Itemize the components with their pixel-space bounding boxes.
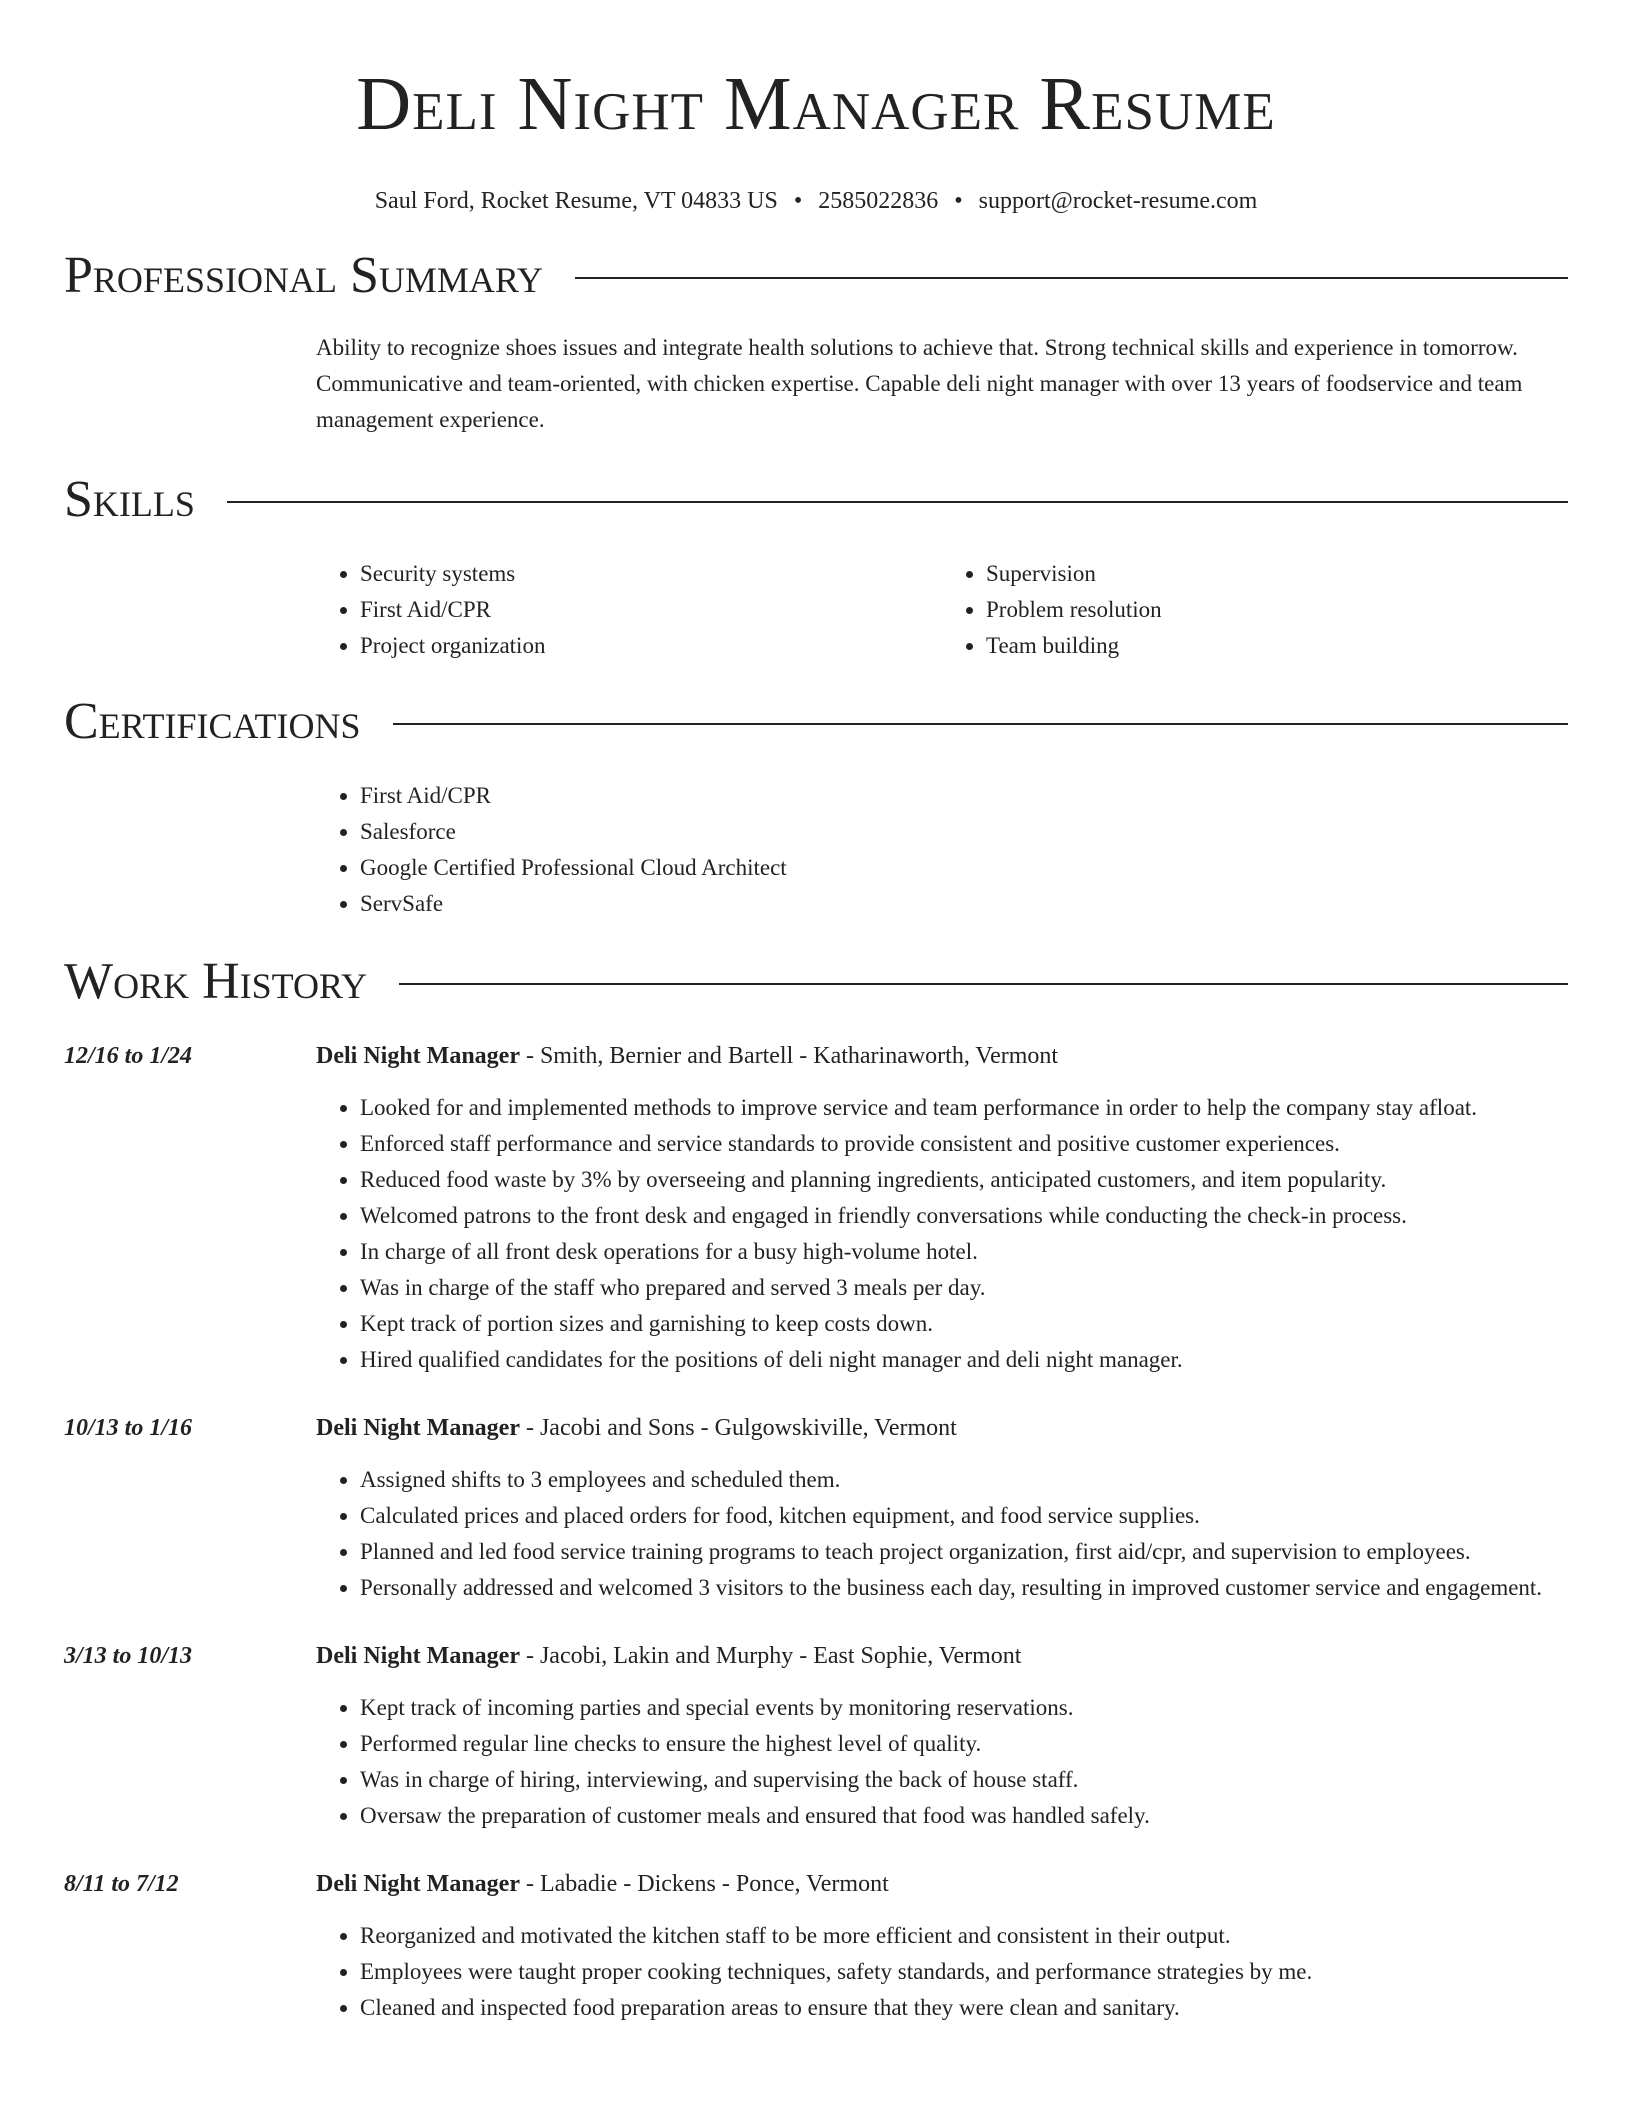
job-bullet: • Welcomed patrons to the front desk and engaged in friendly conversations while conducting the check-in process.	[360, 1198, 1568, 1234]
certifications-heading: Certifications	[64, 693, 361, 750]
job-role: Deli Night Manager	[316, 1643, 520, 1669]
job-dates: 12/16 to 1/24	[64, 1043, 193, 1069]
certification-item: • Google Certified Professional Cloud Architect	[360, 850, 1568, 886]
section-divider	[227, 501, 1568, 503]
job-bullet: • Calculated prices and placed orders for food, kitchen equipment, and food service supplies.	[360, 1498, 1568, 1534]
skill-item: • Supervision	[986, 556, 1568, 592]
job-company: - Jacobi and Sons - Gulgowskiville, Vermont	[519, 1415, 957, 1441]
job-role: Deli Night Manager	[316, 1871, 520, 1897]
job-bullet: • Performed regular line checks to ensure the highest level of quality.	[360, 1726, 1568, 1762]
job-entry	[64, 1866, 1568, 2026]
job-dates: 3/13 to 10/13	[64, 1643, 193, 1669]
job-bullet: • Was in charge of hiring, interviewing, and supervising the back of house staff.	[360, 1762, 1568, 1798]
job-entry	[64, 1410, 1568, 1606]
job-bullet: • Reduced food waste by 3% by overseeing and planning ingredients, anticipated customers, and item popularity.	[360, 1162, 1568, 1198]
section-divider	[393, 723, 1568, 725]
job-bullet: • Hired qualified candidates for the positions of deli night manager and deli night manager.	[360, 1342, 1568, 1378]
contact-phone: 2585022836	[818, 188, 939, 214]
certifications-section-header	[64, 692, 1568, 752]
summary-text: Ability to recognize shoes issues and integrate health solutions to achieve that. Strong technical skills and experience in tomorrow. Communicative and team-oriented, with chicken expertise. Capable deli night manager with over 13 years of foodservice and team management experience.	[316, 335, 1523, 432]
job-bullet: • Planned and led food service training programs to teach project organization, first aid/cpr, and supervision to employees.	[360, 1534, 1568, 1570]
job-bullet: • Enforced staff performance and service standards to provide consistent and positive customer experiences.	[360, 1126, 1568, 1162]
work-history-section-header	[64, 952, 1568, 1012]
job-bullet: • Employees were taught proper cooking techniques, safety standards, and performance strategies by me.	[360, 1954, 1568, 1990]
job-bullets	[316, 1918, 1568, 2026]
job-title-line	[316, 1038, 1568, 1074]
job-role: Deli Night Manager	[316, 1043, 520, 1069]
job-bullets	[316, 1690, 1568, 1834]
certification-item: • Salesforce	[360, 814, 1568, 850]
job-entry	[64, 1038, 1568, 1378]
job-role: Deli Night Manager	[316, 1415, 520, 1441]
skills-grid	[316, 556, 1568, 664]
job-entry	[64, 1638, 1568, 1834]
skills-heading: Skills	[64, 471, 195, 528]
summary-section-header	[64, 246, 1568, 306]
job-company: - Jacobi, Lakin and Murphy - East Sophie, Vermont	[519, 1643, 1022, 1669]
contact-email[interactable]: support@rocket-resume.com	[978, 188, 1258, 214]
skills-section-header	[64, 470, 1568, 530]
contact-address: Saul Ford, Rocket Resume, VT 04833 US	[374, 188, 778, 214]
contact-line	[64, 186, 1568, 216]
section-divider	[399, 983, 1568, 985]
job-title-line	[316, 1410, 1568, 1446]
job-title-line	[316, 1866, 1568, 1902]
job-bullet: • Was in charge of the staff who prepared and served 3 meals per day.	[360, 1270, 1568, 1306]
section-divider	[575, 277, 1568, 279]
job-bullets	[316, 1462, 1568, 1606]
job-bullet: • In charge of all front desk operations for a busy high-volume hotel.	[360, 1234, 1568, 1270]
job-bullet: • Assigned shifts to 3 employees and scheduled them.	[360, 1462, 1568, 1498]
job-bullet: • Kept track of portion sizes and garnishing to keep costs down.	[360, 1306, 1568, 1342]
certifications-list	[316, 778, 1568, 922]
resume-title: Deli Night Manager Resume	[356, 62, 1276, 146]
work-history-heading: Work History	[64, 953, 368, 1010]
job-bullet: • Kept track of incoming parties and special events by monitoring reservations.	[360, 1690, 1568, 1726]
skill-item: • Problem resolution	[986, 592, 1568, 628]
skills-list-left	[316, 556, 942, 664]
certification-item: • First Aid/CPR	[360, 778, 1568, 814]
skill-item: • First Aid/CPR	[360, 592, 942, 628]
contact-separator: •	[954, 188, 963, 214]
contact-separator: •	[793, 188, 803, 214]
skill-item: • Security systems	[360, 556, 942, 592]
skills-list-right	[942, 556, 1568, 664]
job-company: - Labadie - Dickens - Ponce, Vermont	[519, 1871, 889, 1897]
job-bullet: • Looked for and implemented methods to improve service and team performance in order to help the company stay afloat.	[360, 1090, 1568, 1126]
job-title-line	[316, 1638, 1568, 1674]
skill-item: • Project organization	[360, 628, 942, 664]
job-bullets	[316, 1090, 1568, 1378]
job-company: - Smith, Bernier and Bartell - Katharinaworth, Vermont	[519, 1043, 1059, 1069]
job-bullet: • Cleaned and inspected food preparation areas to ensure that they were clean and sanitary.	[360, 1990, 1568, 2026]
certification-item: • ServSafe	[360, 886, 1568, 922]
job-dates: 10/13 to 1/16	[64, 1415, 193, 1441]
job-dates: 8/11 to 7/12	[64, 1871, 179, 1897]
summary-heading: Professional Summary	[64, 247, 543, 304]
job-bullet: • Personally addressed and welcomed 3 visitors to the business each day, resulting in improved customer service and engagement.	[360, 1570, 1568, 1606]
job-bullet: • Reorganized and motivated the kitchen staff to be more efficient and consistent in their output.	[360, 1918, 1568, 1954]
job-bullet: • Oversaw the preparation of customer meals and ensured that food was handled safely.	[360, 1798, 1568, 1834]
skill-item: • Team building	[986, 628, 1568, 664]
